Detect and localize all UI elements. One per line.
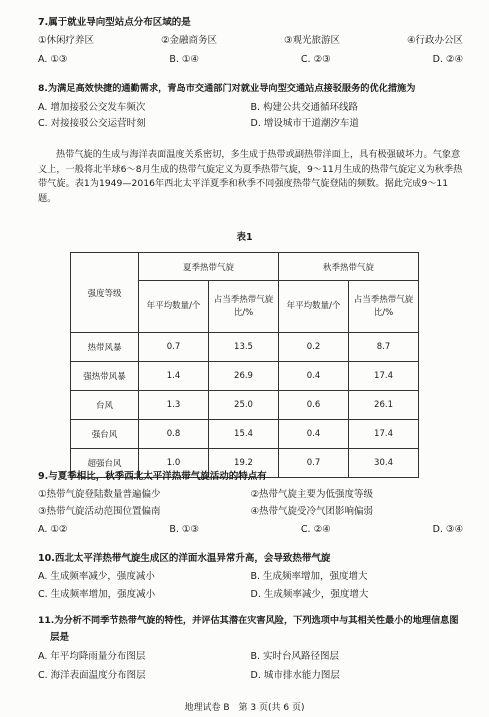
q9-item-4: ④热带气旋受冷气团影响偏弱 [250, 506, 374, 517]
q8-option-a: A. 增加接驳公交发车频次 [38, 102, 146, 113]
q10-option-d: D. 生成频率减少，强度增大 [250, 589, 369, 600]
cell-autumn-avg: 0.7 [279, 449, 349, 478]
question-11-options [38, 650, 463, 682]
table-row [71, 391, 419, 420]
cell-autumn-ratio: 17.4 [349, 362, 419, 391]
q7-option-b: B. ①④ [169, 54, 199, 65]
q9-option-c: C. ②④ [300, 524, 331, 535]
cell-summer-avg: 0.8 [139, 420, 209, 449]
cell-grade: 热带风暴 [71, 333, 139, 362]
table-row [71, 333, 419, 362]
question-8-stem: 8.为满足高效快捷的通勤需求，青岛市交通部门对就业导向型交通站点接驳服务的优化措施为 [38, 83, 416, 94]
q11-option-b: B. 实时台风路径图层 [250, 651, 340, 662]
table-title: 表1 [236, 232, 253, 243]
q7-option-a: A. ①③ [38, 54, 68, 65]
question-10-options [38, 570, 463, 601]
q10-option-a: A. 生成频率减少，强度减小 [38, 571, 155, 582]
cell-grade: 台风 [71, 391, 139, 420]
header-autumn-ratio: 占当季热带气旋比/% [349, 281, 419, 333]
question-9-items [38, 488, 463, 518]
cyclone-table [70, 252, 419, 478]
q8-option-c: C. 对接接驳公交运营时刻 [38, 118, 146, 129]
question-9-options [38, 523, 463, 536]
q9-option-b: B. ①③ [169, 524, 199, 535]
q11-option-d: D. 城市排水能力图层 [250, 670, 340, 681]
cell-autumn-ratio: 17.4 [349, 420, 419, 449]
cell-autumn-ratio: 30.4 [349, 449, 419, 478]
cell-autumn-ratio: 8.7 [349, 333, 419, 362]
cell-autumn-avg: 0.6 [279, 391, 349, 420]
q11-option-a: A. 年平均降雨量分布图层 [38, 651, 146, 662]
q8-option-b: B. 构建公共交通循环线路 [250, 102, 359, 113]
cell-summer-avg: 1.4 [139, 362, 209, 391]
cell-summer-ratio: 13.5 [209, 333, 279, 362]
q9-option-d: D. ③④ [432, 524, 463, 535]
q9-item-2: ②热带气旋主要为低强度等级 [250, 489, 374, 500]
question-9 [38, 470, 463, 536]
cell-summer-ratio: 15.4 [209, 420, 279, 449]
question-11-stem-line2: 层是 [50, 632, 70, 643]
page-footer: 地理试卷 B 第 3 页(共 6 页) [184, 703, 305, 713]
table-row [71, 420, 419, 449]
q10-option-c: C. 生成频率增加，强度减小 [38, 589, 156, 600]
q8-option-d: D. 增设城市干道潮汐车道 [250, 118, 359, 129]
question-7-items [38, 34, 463, 47]
question-8 [38, 82, 463, 130]
header-summer-ratio: 占当季热带气旋比/% [209, 281, 279, 333]
q7-item-4: ④行政办公区 [406, 35, 463, 46]
question-7-stem: 7.属于就业导向型站点分布区域的是 [38, 17, 191, 28]
q11-option-c: C. 海洋表面温度分布图层 [38, 670, 146, 681]
q9-item-3: ③热带气旋活动范围位置偏南 [38, 506, 161, 517]
passage-text: 热带气旋的生成与海洋表面温度关系密切，多生成于热带或副热带洋面上，具有极强破坏力。气象意义上，一般将北半球6～8月生成的热带气旋定义为夏季热带气旋，9～11月生成的热带气旋定义为秋季热带气旋。表1为1949—2016年西北太平洋夏季和秋季不同强度热带气旋登陆的频数。据此完成9～11题。 [38, 149, 463, 204]
cell-autumn-ratio: 26.1 [349, 391, 419, 420]
cell-grade: 强台风 [71, 420, 139, 449]
cell-summer-ratio: 19.2 [209, 449, 279, 478]
q7-item-1: ①休闲疗养区 [38, 35, 95, 46]
table-row [71, 362, 419, 391]
cell-summer-avg: 1.0 [139, 449, 209, 478]
cell-summer-avg: 1.3 [139, 391, 209, 420]
cell-autumn-avg: 0.2 [279, 333, 349, 362]
question-8-options [38, 101, 463, 130]
question-10-stem: 10.西北太平洋热带气旋生成区的洋面水温异常升高，会导致热带气旋 [38, 553, 331, 564]
question-7-options [38, 53, 463, 66]
header-autumn: 秋季热带气旋 [279, 253, 419, 281]
question-11 [38, 614, 463, 682]
cell-grade: 强热带风暴 [71, 362, 139, 391]
question-10 [38, 552, 463, 601]
cell-autumn-avg: 0.4 [279, 420, 349, 449]
q7-option-c: C. ②③ [300, 54, 331, 65]
header-grade: 强度等级 [71, 253, 139, 333]
header-summer: 夏季热带气旋 [139, 253, 279, 281]
q7-item-2: ②金融商务区 [160, 35, 218, 46]
q9-option-a: A. ①② [38, 524, 68, 535]
question-11-stem-line1: 11.为分析不同季节热带气旋的特性，并评估其潜在灾害风险，下列选项中与其相关性最小的地理信息图 [38, 615, 459, 626]
q9-item-1: ①热带气旋登陆数量普遍偏少 [38, 489, 161, 500]
header-autumn-avg: 年平均数量/个 [279, 281, 349, 333]
question-9-stem: 9.与夏季相比，秋季西北太平洋热带气旋活动的特点有 [38, 471, 267, 482]
q7-option-d: D. ②④ [432, 54, 463, 65]
cell-summer-ratio: 26.9 [209, 362, 279, 391]
cell-autumn-avg: 0.4 [279, 362, 349, 391]
question-7 [38, 16, 463, 66]
q10-option-b: B. 生成频率增加，强度增大 [250, 571, 368, 582]
cell-grade: 超强台风 [71, 449, 139, 478]
q7-item-3: ③观光旅游区 [283, 35, 340, 46]
cell-summer-avg: 0.7 [139, 333, 209, 362]
cell-summer-ratio: 25.0 [209, 391, 279, 420]
header-summer-avg: 年平均数量/个 [139, 281, 209, 333]
